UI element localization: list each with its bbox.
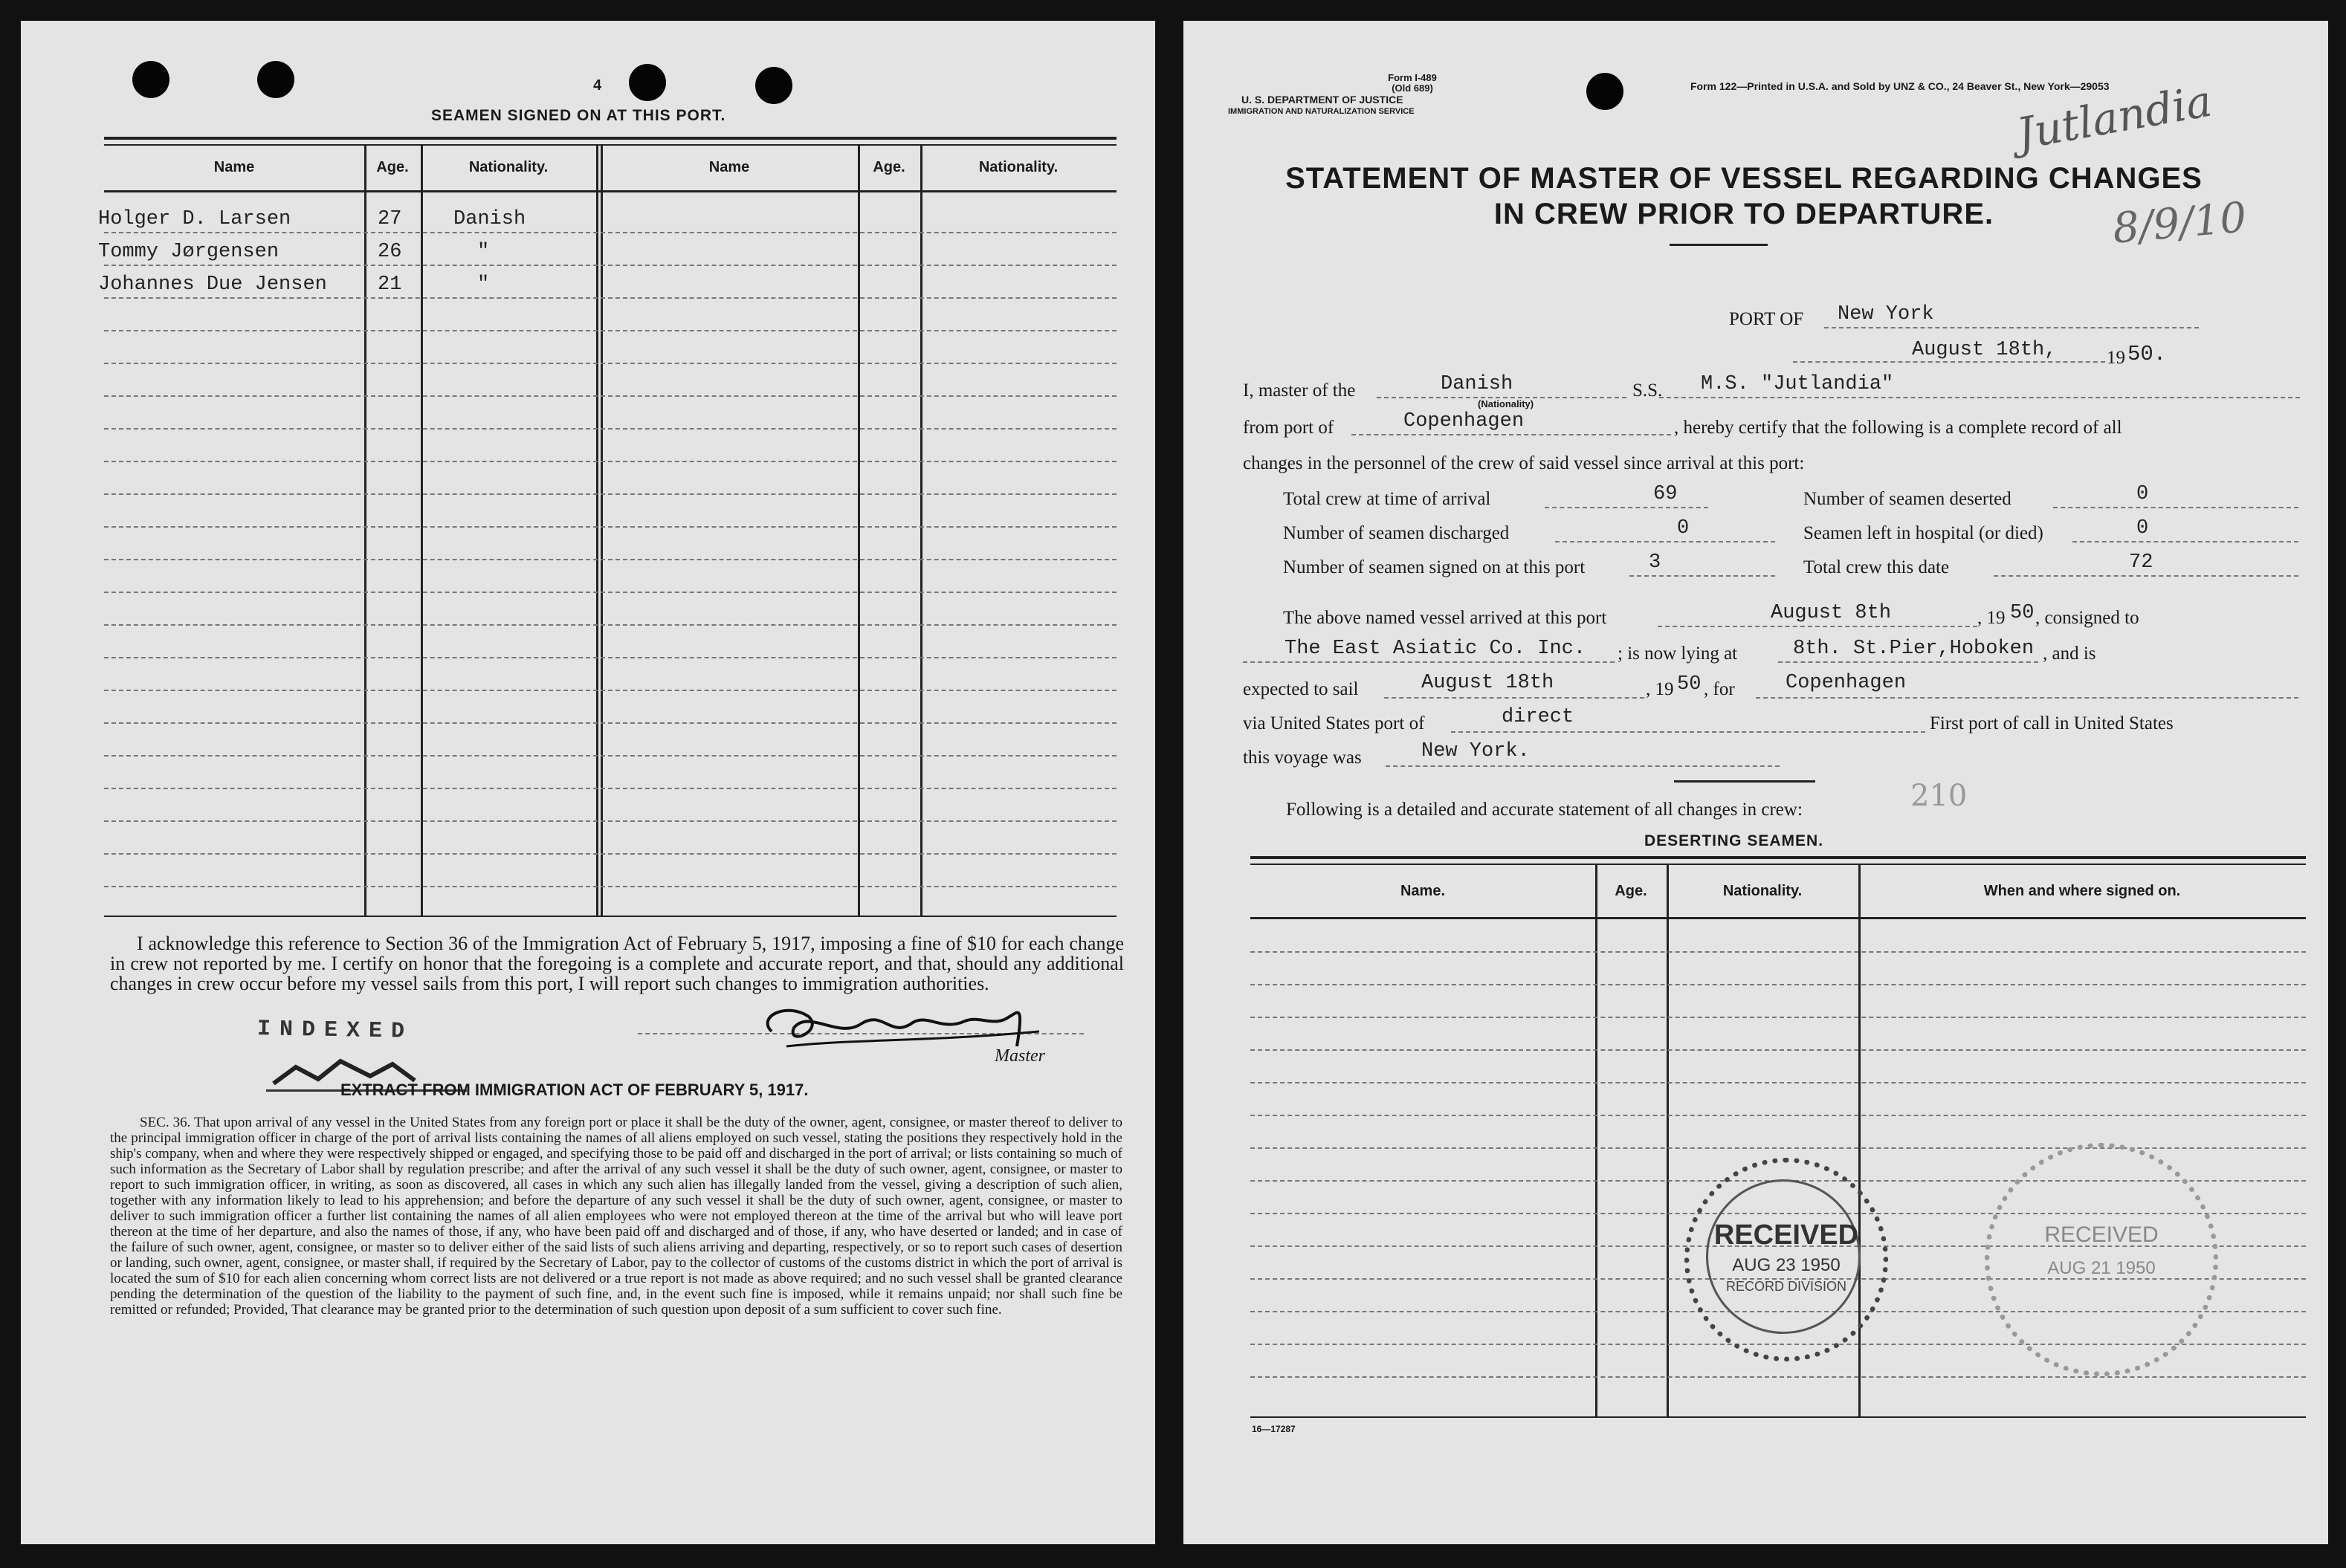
lying-value: 8th. St.Pier,Hoboken <box>1793 638 2035 660</box>
total-crew-date-label: Total crew this date <box>1803 557 1950 577</box>
expected-year-prefix: , 19 <box>1646 679 1674 699</box>
from-port-value: Copenhagen <box>1403 410 1525 433</box>
column-header-nationality: Nationality. <box>1722 883 1803 899</box>
acknowledgement-text: I acknowledge this reference to Section 36 of the Immigration Act of February 5, 1917, imposing a fine of $10 for each change in crew not reported by me. I certify on honor that the foregoing is a complete and accurate report, and that, should any additional changes in crew occur before my vessel sails from this port, I will report such changes to immigration authorities. <box>110 933 1124 994</box>
punch-hole <box>629 64 666 101</box>
title-underline <box>1670 244 1768 246</box>
indexed-stamp: INDEXED <box>256 1017 414 1045</box>
received-stamp-date: AUG 21 1950 <box>2047 1258 2156 1278</box>
column-divider <box>858 146 860 916</box>
column-divider <box>601 146 603 916</box>
received-stamp <box>1684 1158 1888 1361</box>
column-header-nationality: Nationality. <box>978 159 1059 175</box>
date-value: August 18th, <box>1912 339 2057 361</box>
punch-hole <box>755 67 792 104</box>
seaman-age: 26 <box>378 241 402 263</box>
received-stamp-division: RECORD DIVISION <box>1725 1279 1847 1294</box>
seaman-nationality: " <box>477 241 490 263</box>
master-of-label: I, master of the <box>1243 380 1356 401</box>
page-number: 4 <box>593 77 602 94</box>
received-stamp <box>1985 1143 2218 1376</box>
column-header-age: Age. <box>1615 883 1647 899</box>
port-label: PORT OF <box>1729 309 1804 329</box>
column-divider <box>421 146 423 916</box>
punch-hole <box>132 61 169 98</box>
total-crew-arrival-label: Total crew at time of arrival <box>1283 489 1491 509</box>
seaman-name: Holger D. Larsen <box>98 208 291 230</box>
department-name: U. S. DEPARTMENT OF JUSTICE <box>1241 94 1403 106</box>
for-label: , for <box>1704 679 1735 699</box>
signed-on-label: Number of seamen signed on at this port <box>1283 557 1586 577</box>
extract-title: EXTRACT FROM IMMIGRATION ACT OF FEBRUARY 5, 1917. <box>340 1081 809 1099</box>
column-divider <box>364 146 366 916</box>
seaman-nationality: Danish <box>453 208 526 230</box>
voyage-label: this voyage was <box>1243 748 1362 768</box>
expected-value: August 18th <box>1421 672 1554 694</box>
total-crew-arrival: 69 <box>1653 483 1678 505</box>
printer-line: Form 122—Printed in U.S.A. and Sold by UNZ & CO., 24 Beaver St., New York—29053 <box>1690 80 2110 92</box>
column-header-age: Age. <box>376 159 409 175</box>
seaman-age: 27 <box>378 208 402 230</box>
seaman-name: Johannes Due Jensen <box>98 273 327 296</box>
right-page <box>1183 21 2328 1544</box>
arrived-year: 50 <box>2010 602 2035 624</box>
total-crew-date: 72 <box>2129 551 2153 574</box>
table-top-rule <box>1250 856 2306 859</box>
seaman-nationality: " <box>477 273 490 296</box>
discharged-count: 0 <box>1677 517 1690 540</box>
hospital-count: 0 <box>2136 517 2149 540</box>
vessel-value: M.S. "Jutlandia" <box>1701 373 1894 395</box>
left-title: SEAMEN SIGNED ON AT THIS PORT. <box>431 107 726 124</box>
via-label: via United States port of <box>1243 713 1425 733</box>
handwritten-date: 8/9/10 <box>2110 193 2249 253</box>
year-value: 50. <box>2127 342 2167 366</box>
master-label: Master <box>995 1046 1045 1066</box>
discharged-label: Number of seamen discharged <box>1283 523 1510 543</box>
deserted-count: 0 <box>2136 483 2149 505</box>
nationality-caption: (Nationality) <box>1478 398 1534 409</box>
received-stamp-date: AUG 23 1950 <box>1732 1255 1841 1275</box>
ss-label: S.S. <box>1632 380 1663 401</box>
received-stamp-text: RECEIVED <box>2044 1222 2159 1247</box>
column-header-name: Name <box>708 159 750 175</box>
form-old-text: (Old 689) <box>1392 82 1433 94</box>
following-text: Following is a detailed and accurate statement of all changes in crew: <box>1286 800 1803 820</box>
column-divider <box>596 146 598 916</box>
table-bottom-rule <box>1250 1416 2306 1418</box>
table-header-rule <box>104 190 1117 192</box>
and-is-label: , and is <box>2043 644 2096 664</box>
nationality-value: Danish <box>1441 373 1513 395</box>
column-header-name: Name. <box>1400 883 1446 899</box>
from-port-label: from port of <box>1243 418 1334 438</box>
column-header-signed-on: When and where signed on. <box>1983 883 2181 899</box>
year-prefix: 19 <box>2107 348 2125 368</box>
table-header-rule <box>1250 917 2306 919</box>
form-number <box>1338 73 1487 94</box>
certify-text-2: changes in the personnel of the crew of said vessel since arrival at this port: <box>1243 453 1805 473</box>
seaman-name: Tommy Jørgensen <box>98 241 279 263</box>
certify-text: , hereby certify that the following is a complete record of all <box>1674 418 2122 438</box>
column-divider <box>1667 865 1669 1416</box>
service-name: IMMIGRATION AND NATURALIZATION SERVICE <box>1228 107 1415 116</box>
column-divider <box>1595 865 1597 1416</box>
lying-label: ; is now lying at <box>1618 644 1738 664</box>
port-value: New York <box>1838 303 1934 325</box>
footer-code: 16—17287 <box>1252 1424 1296 1434</box>
column-header-name: Name <box>213 159 255 175</box>
expected-year: 50 <box>1677 673 1702 696</box>
form-number-text: Form I-489 <box>1388 72 1437 83</box>
table-top-rule <box>104 137 1117 140</box>
section-36-text: SEC. 36. That upon arrival of any vessel in the United States from any foreign port or place it shall be the duty of the owner, agent, consignee, or master thereof to deliver to the principal immigration officer in charge of the port of arrival lists containing the names of all aliens employed on such vessel, stating the positions they respectively hold in the ship's company, when and where they were respectively shipped or engaged, and specifying those to be paid off and discharged in the port of arrival; or lists containing so much of such information as the Secretary of Labor shall by regulation prescribe; and after the arrival of any such vessel it shall be the duty of such owner, agent, consignee, or master to report to such immigration officer, in writing, as soon as discovered, all cases in which any such alien has illegally landed from the vessel, giving a description of such alien, together with any information likely to lead to his apprehension; and before the departure of any such vessel it shall be the duty of such owner, agent, consignee, or master to deliver to such immigration officer a further list containing the names of all alien employees who were not employed thereon at the time of the arrival but who will leave port thereon at the time of her departure, and also the names of those, if any, who have been paid off and discharged and of those, if any, who have deserted or landed; and in case of the failure of such owner, agent, consignee, or master so to deliver either of the said lists of such aliens arriving and departing, respectively, or so to report such cases of desertion or landing, such owner, agent, consignee, or master shall, if required by the Secretary of Labor, pay to the collector of customs of the customs district in which the port of arrival is located the sum of $10 for each alien concerning whom correct lists are not delivered or a true report is not made as above required; and no such vessel shall be granted clearance pending the determination of the question of the liability to the payment of such fine, and, in the event such fine is imposed, while it remains unpaid; nor shall such fine be remitted or refunded; Provided, That clearance may be granted prior to the determination of such question upon deposit of a sum sufficient to cover such fine. <box>110 1115 1122 1318</box>
column-divider <box>920 146 922 916</box>
deserted-label: Number of seamen deserted <box>1803 489 2011 509</box>
signed-on-count: 3 <box>1649 551 1661 574</box>
statement-title-line2: IN CREW PRIOR TO DEPARTURE. <box>1493 198 1994 230</box>
consigned-label: , consigned to <box>2035 608 2139 628</box>
table-top-rule <box>104 144 1117 146</box>
punch-hole <box>1586 73 1623 110</box>
column-header-age: Age. <box>873 159 905 175</box>
arrived-label: The above named vessel arrived at this port <box>1283 608 1607 628</box>
handwritten-vessel-name: Jutlandia <box>2013 75 2216 160</box>
via-value: direct <box>1502 706 1574 728</box>
for-value: Copenhagen <box>1786 672 1907 694</box>
deserting-title: DESERTING SEAMEN. <box>1644 832 1824 849</box>
consignee: The East Asiatic Co. Inc. <box>1285 638 1586 660</box>
statement-title-line1: STATEMENT OF MASTER OF VESSEL REGARDING CHANGES <box>1285 162 2203 195</box>
seaman-age: 21 <box>378 273 402 296</box>
first-port-label: First port of call in United States <box>1930 713 2174 733</box>
column-header-nationality: Nationality. <box>468 159 549 175</box>
number-stamp: 210 <box>1910 779 1968 813</box>
voyage-value: New York. <box>1421 740 1530 762</box>
expected-label: expected to sail <box>1243 679 1359 699</box>
column-divider <box>1858 865 1861 1416</box>
punch-hole <box>257 61 294 98</box>
section-underline <box>1674 780 1815 783</box>
hospital-label: Seamen left in hospital (or died) <box>1803 523 2043 543</box>
arrived-value: August 8th <box>1771 602 1892 624</box>
received-stamp-text: RECEIVED <box>1713 1219 1859 1251</box>
table-top-rule <box>1250 864 2306 865</box>
left-page <box>21 21 1155 1544</box>
arrived-year-prefix: , 19 <box>1977 608 2006 628</box>
